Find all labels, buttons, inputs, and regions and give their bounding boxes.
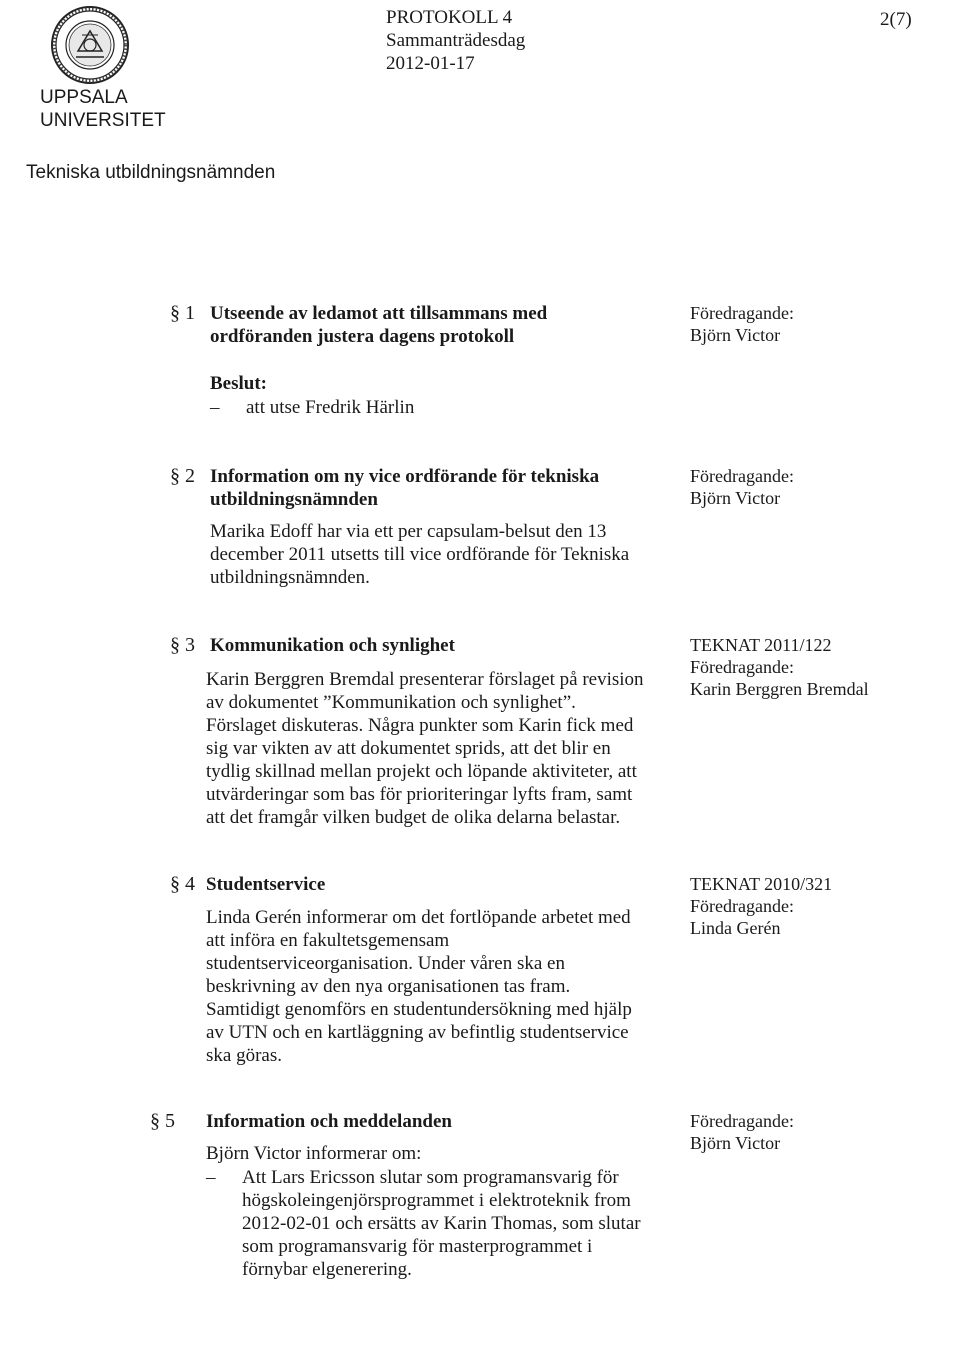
side-line: Björn Victor (690, 1133, 781, 1153)
university-line: UPPSALA (40, 87, 128, 108)
side-line: Föredragande: (690, 657, 794, 677)
body-line: beskrivning av den nya organisationen tas fram. (206, 976, 571, 997)
section-symbol: § 1 (170, 302, 195, 324)
presenter-block (690, 302, 794, 346)
section-title (210, 465, 599, 511)
body-line: sig var vikten av att dokumentet sprids, att det blir en (206, 738, 611, 759)
case-number: TEKNAT 2011/122 (690, 635, 832, 655)
body-line: att det framgår vilken budget de olika delarna belastar. (206, 807, 621, 828)
item-line: förnybar elgenerering. (242, 1259, 412, 1280)
body-line: december 2011 utsetts till vice ordförande för Tekniska (210, 544, 630, 565)
side-line: Föredragande: (690, 303, 794, 323)
body-line: Samtidigt genomförs en studentundersökning med hjälp (206, 999, 632, 1020)
side-line: Föredragande: (690, 896, 794, 916)
side-line: Föredragande: (690, 1111, 794, 1131)
body-line: studentserviceorganisation. Under våren ska en (206, 953, 565, 974)
decision-list (210, 396, 630, 419)
body-line: Marika Edoff har via ett per capsulam-belsut den 13 (210, 521, 607, 542)
title-line: Information och meddelanden (206, 1111, 452, 1132)
section-symbol: § 4 (170, 873, 195, 895)
item-line: högskoleingenjörsprogrammet i elektroteknik from (242, 1190, 631, 1211)
beslut-label: Beslut: (210, 373, 267, 394)
title-line: Information om ny vice ordförande för tekniska (210, 466, 600, 487)
item-line: 2012-02-01 och ersätts av Karin Thomas, som slutar (242, 1213, 641, 1234)
meeting-type: Sammanträdesdag (386, 30, 526, 51)
title-line: Utseende av ledamot att tillsammans med (210, 303, 548, 324)
section-symbol: § 5 (150, 1110, 175, 1132)
title-line: Kommunikation och synlighet (210, 635, 455, 656)
section-body (206, 668, 644, 829)
presenter-block (690, 465, 794, 509)
side-line: Karin Berggren Bremdal (690, 679, 869, 699)
item-line: som programansvarig för masterprogrammet i (242, 1236, 593, 1257)
body-line: utbildningsnämnden. (210, 567, 370, 588)
list-item (206, 1166, 676, 1281)
presenter-block (690, 1110, 794, 1154)
meeting-date: 2012-01-17 (386, 53, 475, 74)
body-line: utvärderingar som bas för prioriteringar lyfts fram, samt (206, 784, 633, 805)
section-title (206, 1110, 452, 1133)
title-line: Studentservice (206, 874, 326, 895)
university-name (40, 86, 166, 132)
item-line: – Att Lars Ericsson slutar som programansvarig för (242, 1167, 619, 1188)
section-body (206, 906, 632, 1067)
section-title (210, 302, 547, 348)
reference-block (690, 634, 869, 700)
side-line: Björn Victor (690, 325, 781, 345)
section-title (210, 634, 455, 657)
side-line: Föredragande: (690, 466, 794, 486)
case-number: TEKNAT 2010/321 (690, 874, 833, 894)
reference-block (690, 873, 832, 939)
body-line: av UTN och en kartläggning av befintlig studentservice (206, 1022, 629, 1043)
section-intro: Björn Victor informerar om: (206, 1143, 422, 1164)
section-title (206, 873, 325, 896)
info-list (206, 1166, 676, 1281)
department-name: Tekniska utbildningsnämnden (26, 162, 276, 183)
title-line: ordföranden justera dagens protokoll (210, 326, 515, 347)
body-line: tydlig skillnad mellan projekt och löpande aktiviteter, att (206, 761, 637, 782)
side-line: Linda Gerén (690, 918, 781, 938)
document-header (386, 6, 525, 75)
body-line: Karin Berggren Bremdal presenterar förslaget på revision (206, 669, 644, 690)
body-line: Linda Gerén informerar om det fortlöpande arbetet med (206, 907, 631, 928)
body-line: att införa en fakultetsgemensam (206, 930, 450, 951)
body-line: Förslaget diskuteras. Några punkter som Karin fick med (206, 715, 634, 736)
section-body (210, 520, 629, 589)
title-line: utbildningsnämnden (210, 489, 378, 510)
body-line: av dokumentet ”Kommunikation och synlighet”. (206, 692, 576, 713)
university-seal-icon (50, 5, 130, 85)
section-symbol: § 3 (170, 634, 195, 656)
protocol-number: PROTOKOLL 4 (386, 7, 513, 28)
body-line: ska göras. (206, 1045, 282, 1066)
side-line: Björn Victor (690, 488, 781, 508)
section-symbol: § 2 (170, 465, 195, 487)
university-line: UNIVERSITET (40, 110, 166, 131)
page-number: 2(7) (880, 9, 912, 30)
list-item: – att utse Fredrik Härlin (210, 396, 630, 419)
